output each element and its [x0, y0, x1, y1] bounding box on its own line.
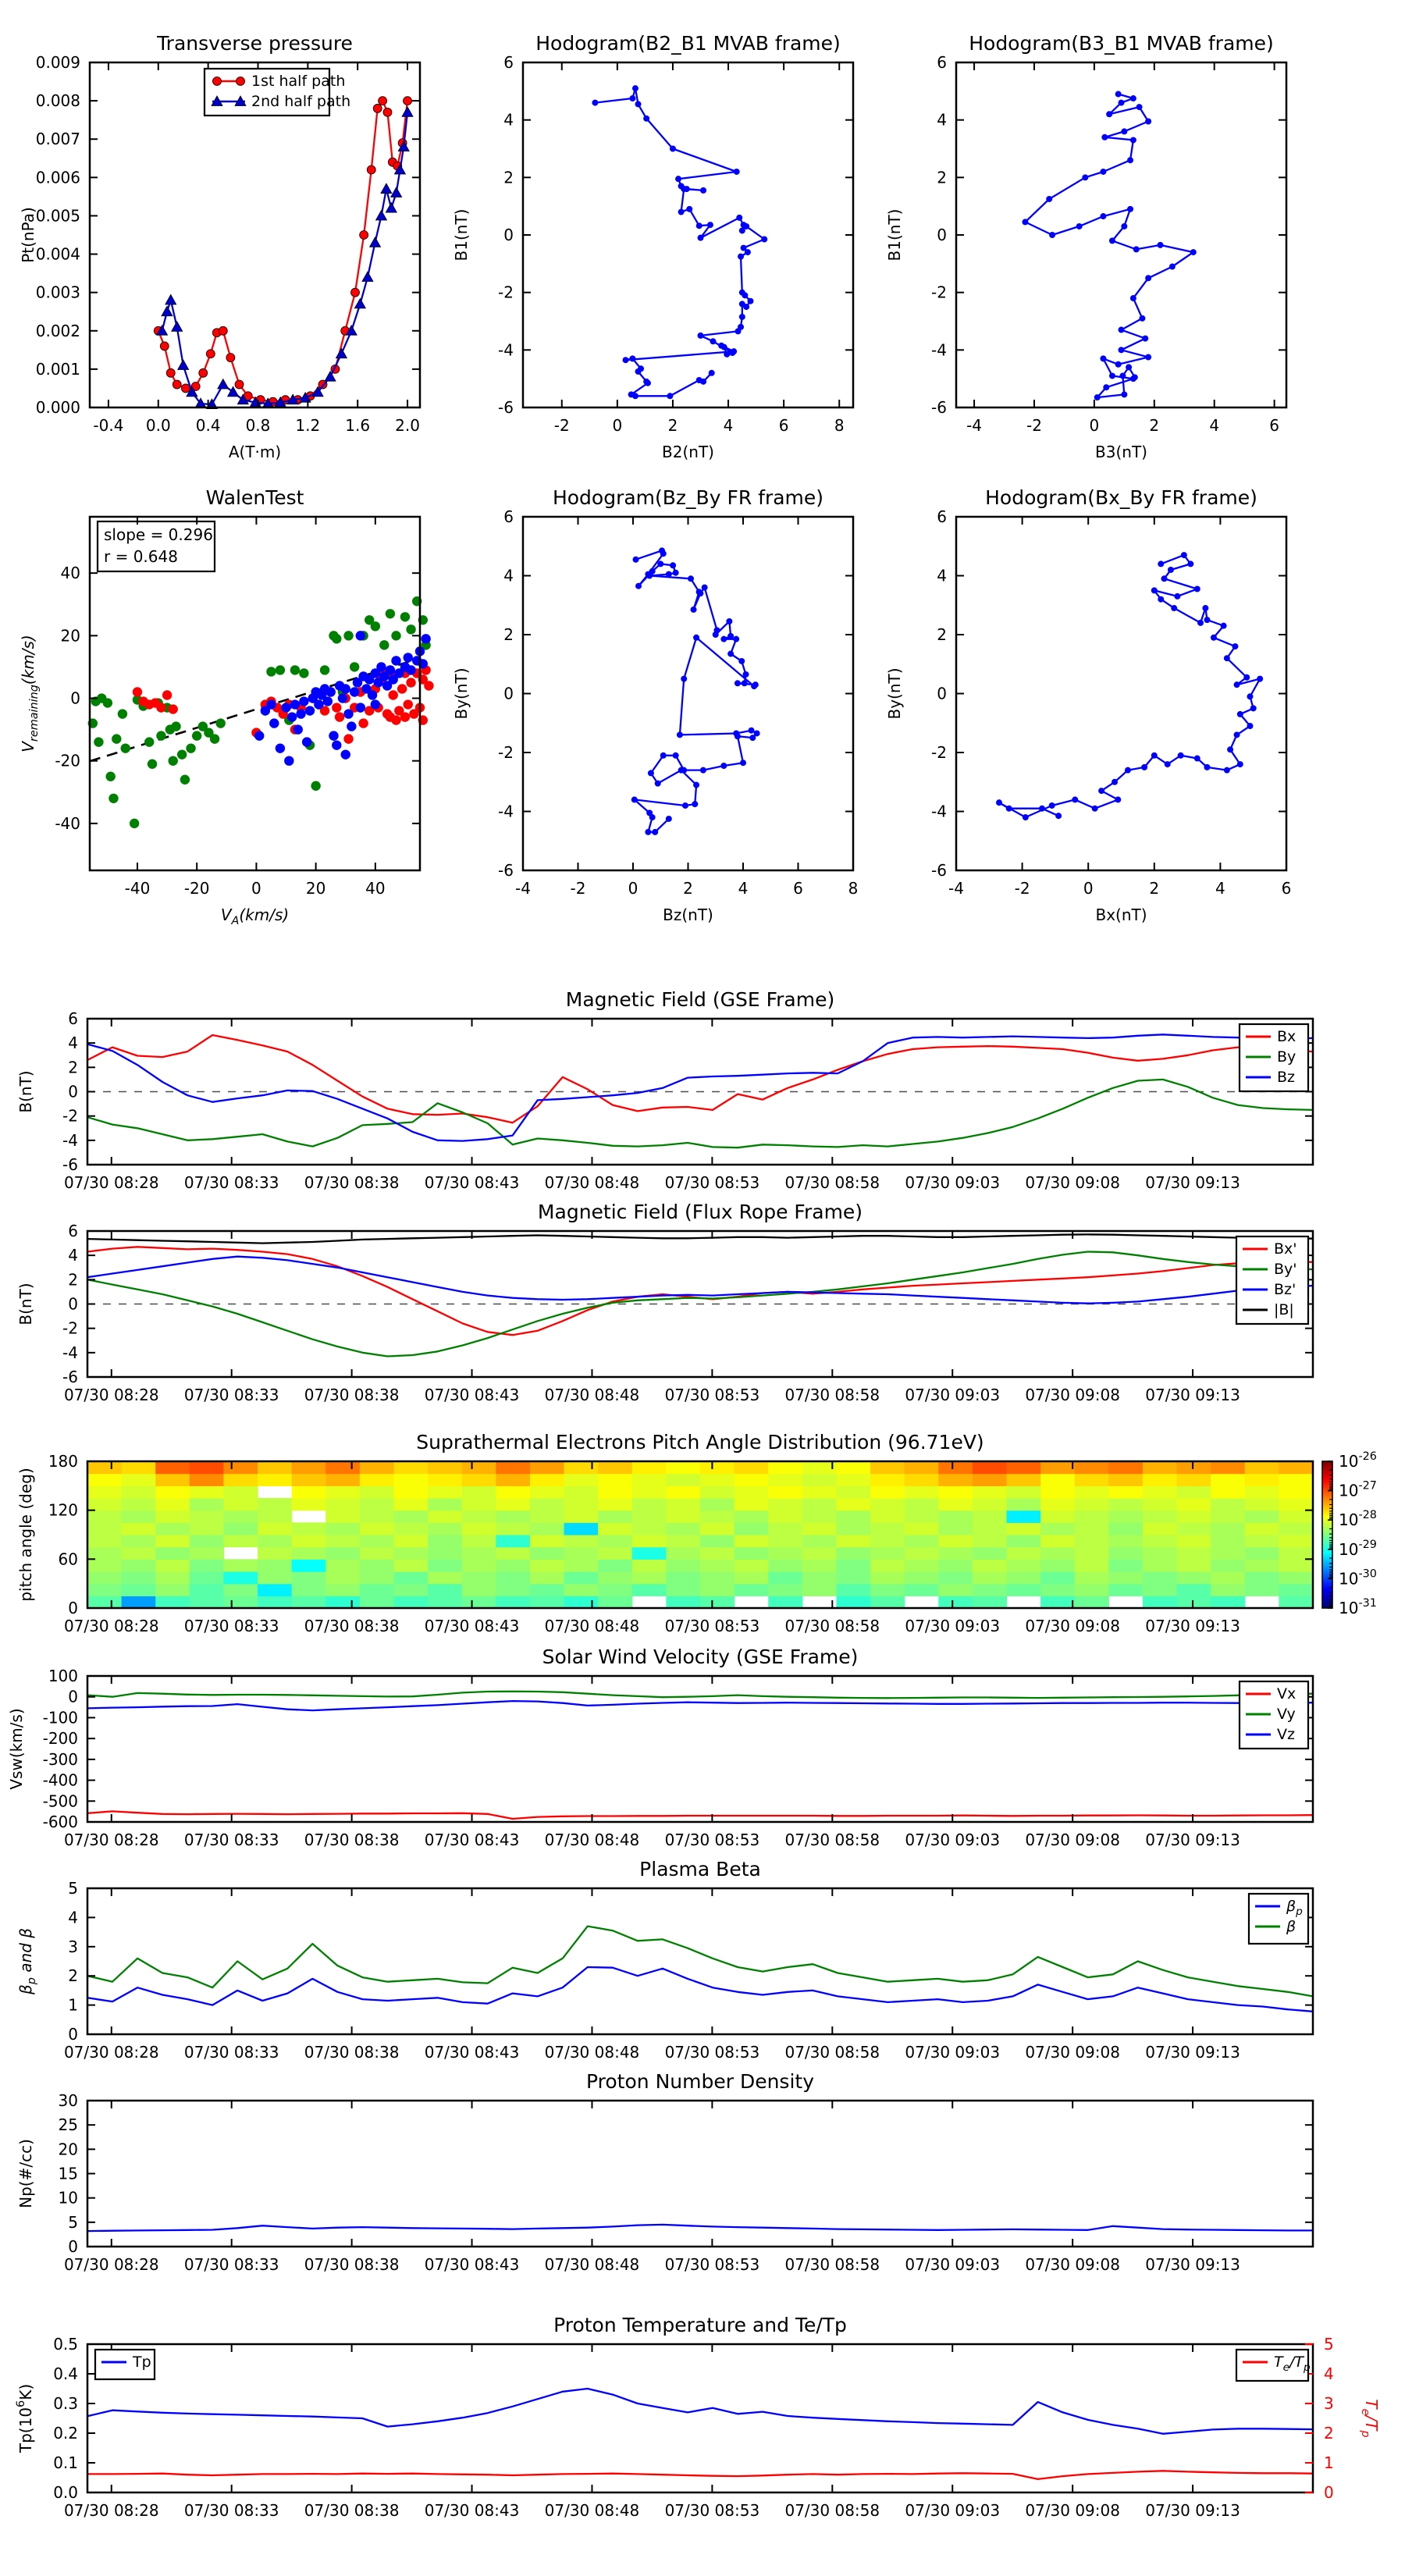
- svg-text:-200: -200: [42, 1729, 78, 1749]
- svg-text:07/30 09:08: 07/30 09:08: [1025, 2255, 1120, 2274]
- svg-text:20: 20: [58, 2140, 78, 2159]
- svg-text:4: 4: [1209, 416, 1220, 435]
- svg-text:0: 0: [251, 879, 261, 898]
- svg-text:B3(nT): B3(nT): [1095, 443, 1147, 461]
- svg-text:Tp: Tp: [133, 2354, 151, 2371]
- svg-text:30: 30: [58, 2091, 78, 2110]
- svg-text:07/30 09:13: 07/30 09:13: [1145, 2043, 1240, 2062]
- svg-text:Vy: Vy: [1277, 1706, 1296, 1723]
- svg-text:07/30 08:58: 07/30 08:58: [784, 1831, 880, 1849]
- svg-text:0.009: 0.009: [35, 53, 80, 72]
- svg-text:4: 4: [723, 416, 734, 435]
- legend: [1249, 1894, 1308, 1944]
- svg-text:Bx': Bx': [1274, 1240, 1297, 1258]
- svg-text:180: 180: [48, 1452, 78, 1471]
- svg-text:6: 6: [1269, 416, 1279, 435]
- svg-text:07/30 09:03: 07/30 09:03: [905, 1173, 1001, 1192]
- svg-text:0: 0: [70, 688, 80, 708]
- svg-text:βp​: $\beta_p$: [1286, 1898, 1303, 1918]
- svg-text:2nd half path: 2nd half path: [251, 93, 351, 110]
- svg-text:07/30 08:28: 07/30 08:28: [63, 1617, 159, 1635]
- svg-text:5: 5: [1324, 2335, 1334, 2354]
- svg-text:-6: -6: [498, 861, 514, 880]
- svg-text:8: 8: [834, 416, 845, 435]
- svg-text:07/30 09:13: 07/30 09:13: [1145, 2255, 1240, 2274]
- svg-text:1st half path: 1st half path: [251, 73, 346, 90]
- svg-text:6: 6: [503, 507, 514, 526]
- svg-text:4: 4: [503, 110, 514, 130]
- svg-text:07/30 08:53: 07/30 08:53: [664, 2255, 760, 2274]
- svg-text:07/30 08:58: 07/30 08:58: [784, 2501, 880, 2520]
- svg-text:6: 6: [778, 416, 789, 435]
- svg-text:07/30 08:28: 07/30 08:28: [63, 2255, 159, 2274]
- legend: [205, 69, 350, 116]
- svg-text:-4: -4: [62, 1130, 78, 1150]
- svg-text:07/30 08:28: 07/30 08:28: [63, 1386, 159, 1404]
- svg-text:5: 5: [68, 2212, 78, 2232]
- panel-title-transverse-pressure: Transverse pressure: [157, 32, 353, 55]
- svg-text:4: 4: [1324, 2364, 1334, 2383]
- svg-text:100: 100: [48, 1667, 78, 1685]
- svg-text:07/30 08:33: 07/30 08:33: [183, 2255, 279, 2274]
- svg-text:1.6: 1.6: [345, 416, 371, 435]
- svg-text:Vremaining​(km/s): $V_{remaining}(km/s)$: [19, 635, 41, 753]
- svg-text:0: 0: [68, 1082, 78, 1101]
- svg-text:-2: -2: [62, 1106, 78, 1126]
- svg-text:-6: -6: [931, 398, 947, 417]
- panel-title-hodogram-bxby: Hodogram(Bx_By FR frame): [985, 486, 1257, 509]
- svg-text:-2: -2: [498, 743, 514, 762]
- svg-text:Te​/Tp​: $T_e/T_p$: [1274, 2354, 1311, 2374]
- svg-text:B1(nT): B1(nT): [452, 208, 471, 262]
- svg-text:-20: -20: [183, 879, 210, 898]
- svg-text:-6: -6: [62, 1155, 78, 1174]
- svg-text:07/30 08:58: 07/30 08:58: [784, 1617, 880, 1635]
- svg-text:4: 4: [937, 566, 947, 585]
- svg-text:20: 20: [305, 879, 326, 898]
- svg-text:07/30 09:03: 07/30 09:03: [905, 1617, 1001, 1635]
- svg-text:β: β: [1286, 1918, 1297, 1935]
- svg-text:0: 0: [937, 684, 947, 703]
- svg-text:07/30 08:53: 07/30 08:53: [664, 1173, 760, 1192]
- panel-title-walen-test: WalenTest: [205, 486, 304, 509]
- svg-text:07/30 08:38: 07/30 08:38: [304, 2501, 400, 2520]
- svg-text:07/30 09:08: 07/30 09:08: [1025, 2501, 1120, 2520]
- mf-fr-panel: [16, 1222, 1313, 1404]
- svg-text:07/30 08:53: 07/30 08:53: [664, 2043, 760, 2062]
- svg-text:6: 6: [793, 879, 803, 898]
- svg-text:By': By': [1274, 1261, 1297, 1278]
- legend: [1240, 1024, 1308, 1091]
- svg-text:0.0: 0.0: [53, 2483, 78, 2502]
- svg-text:10-28​: $10^{-28}$: [1339, 1509, 1377, 1530]
- temperature-panel: [15, 2335, 1381, 2520]
- svg-text:6: 6: [937, 507, 947, 526]
- density-panel: [16, 2091, 1313, 2274]
- hod-b3b1-panel: [885, 53, 1286, 461]
- svg-text:2: 2: [937, 625, 947, 644]
- svg-text:A(T·m): A(T·m): [228, 443, 282, 461]
- svg-text:6: 6: [937, 53, 947, 72]
- svg-text:0.002: 0.002: [35, 321, 80, 340]
- svg-text:0: 0: [68, 1599, 78, 1617]
- svg-text:By(nT): By(nT): [452, 667, 471, 720]
- svg-text:0: 0: [937, 226, 947, 244]
- svg-text:10: 10: [58, 2188, 78, 2208]
- svg-text:4: 4: [68, 1246, 78, 1265]
- svg-text:Bx(nT): Bx(nT): [1095, 906, 1147, 924]
- svg-text:07/30 09:08: 07/30 09:08: [1025, 1173, 1120, 1192]
- svg-text:1.2: 1.2: [295, 416, 321, 435]
- svg-text:-20: -20: [55, 751, 80, 770]
- svg-text:B(nT): B(nT): [16, 1070, 35, 1113]
- svg-text:07/30 08:53: 07/30 08:53: [664, 1617, 760, 1635]
- mf-gse-panel: [16, 1009, 1313, 1192]
- svg-text:0.3: 0.3: [53, 2394, 78, 2413]
- svg-text:-2: -2: [931, 283, 947, 302]
- svg-text:B(nT): B(nT): [16, 1283, 35, 1325]
- svg-text:07/30 09:03: 07/30 09:03: [905, 1386, 1001, 1404]
- legend: [1236, 2350, 1311, 2381]
- svg-text:Tp(106​K): $Tp(10^6K)$: [15, 2383, 35, 2453]
- svg-text:0: 0: [612, 416, 623, 435]
- svg-text:2.0: 2.0: [395, 416, 420, 435]
- svg-text:07/30 08:28: 07/30 08:28: [63, 2501, 159, 2520]
- svg-text:07/30 09:08: 07/30 09:08: [1025, 1831, 1120, 1849]
- svg-text:07/30 08:43: 07/30 08:43: [424, 1831, 520, 1849]
- walen-panel: [19, 517, 434, 927]
- svg-text:Bx: Bx: [1277, 1028, 1297, 1045]
- svg-text:07/30 08:33: 07/30 08:33: [183, 2043, 279, 2062]
- svg-text:0.006: 0.006: [35, 168, 80, 187]
- svg-text:2: 2: [68, 1270, 78, 1290]
- svg-text:07/30 08:53: 07/30 08:53: [664, 1386, 760, 1404]
- svg-text:2: 2: [1149, 416, 1160, 435]
- svg-text:40: 40: [365, 879, 386, 898]
- svg-text:3: 3: [1324, 2394, 1334, 2413]
- hod-b2b1-panel: [452, 53, 853, 461]
- svg-text:6: 6: [1281, 879, 1292, 898]
- svg-text:0: 0: [503, 684, 514, 703]
- svg-text:0.4: 0.4: [53, 2364, 78, 2383]
- legend: [95, 2350, 155, 2379]
- panel-title-mf-fluxrope: Magnetic Field (Flux Rope Frame): [537, 1201, 863, 1223]
- svg-text:07/30 09:03: 07/30 09:03: [905, 2501, 1001, 2520]
- svg-text:r = 0.648: r = 0.648: [104, 547, 178, 566]
- svg-text:Bz: Bz: [1277, 1069, 1296, 1086]
- svg-text:20: 20: [60, 626, 80, 646]
- svg-text:Vz: Vz: [1277, 1726, 1295, 1743]
- svg-text:0: 0: [628, 879, 638, 898]
- svg-text:0.008: 0.008: [35, 91, 80, 111]
- svg-text:slope = 0.296: slope = 0.296: [104, 525, 213, 544]
- svg-text:0: 0: [1083, 879, 1094, 898]
- svg-text:-2: -2: [1014, 879, 1030, 898]
- svg-text:07/30 08:28: 07/30 08:28: [63, 1173, 159, 1192]
- svg-text:-100: -100: [42, 1708, 78, 1727]
- svg-text:-40: -40: [55, 813, 80, 833]
- svg-text:07/30 08:43: 07/30 08:43: [424, 1617, 520, 1635]
- svg-text:6: 6: [68, 1222, 78, 1240]
- svg-text:0.003: 0.003: [35, 283, 80, 302]
- svg-text:-6: -6: [498, 398, 514, 417]
- svg-text:60: 60: [58, 1550, 78, 1569]
- panel-title-hodogram-bzby: Hodogram(Bz_By FR frame): [552, 486, 824, 509]
- svg-text:-2: -2: [498, 283, 514, 302]
- svg-text:07/30 09:13: 07/30 09:13: [1145, 1831, 1240, 1849]
- svg-text:2: 2: [937, 168, 947, 187]
- svg-text:07/30 08:48: 07/30 08:48: [544, 1617, 640, 1635]
- svg-text:-4: -4: [62, 1343, 78, 1362]
- svg-text:-2: -2: [62, 1318, 78, 1338]
- svg-text:Vx: Vx: [1277, 1685, 1297, 1703]
- panel-title-velocity: Solar Wind Velocity (GSE Frame): [542, 1646, 859, 1668]
- svg-text:-6: -6: [931, 861, 947, 880]
- svg-text:15: 15: [58, 2164, 78, 2183]
- svg-text:0.2: 0.2: [53, 2424, 78, 2443]
- svg-text:07/30 08:58: 07/30 08:58: [784, 1173, 880, 1192]
- svg-text:-4: -4: [515, 879, 531, 898]
- svg-text:-0.4: -0.4: [93, 416, 124, 435]
- svg-text:Bz(nT): Bz(nT): [663, 906, 713, 924]
- svg-text:4: 4: [738, 879, 749, 898]
- svg-text:4: 4: [503, 566, 514, 585]
- svg-text:VA​(km/s): $V_A(km/s)$: [220, 906, 290, 927]
- svg-text:4: 4: [937, 110, 947, 130]
- svg-text:-4: -4: [931, 340, 947, 360]
- svg-text:6: 6: [503, 53, 514, 72]
- svg-text:07/30 08:53: 07/30 08:53: [664, 1831, 760, 1849]
- svg-text:0: 0: [68, 2237, 78, 2256]
- svg-text:07/30 08:43: 07/30 08:43: [424, 2043, 520, 2062]
- svg-text:10-31​: $10^{-31}$: [1339, 1597, 1377, 1617]
- hod-bxby-panel: [885, 507, 1291, 924]
- svg-text:-2: -2: [553, 416, 570, 435]
- svg-text:-4: -4: [966, 416, 983, 435]
- legend: [1240, 1681, 1308, 1749]
- beta-panel: [16, 1879, 1313, 2062]
- svg-text:-4: -4: [948, 879, 964, 898]
- svg-text:07/30 08:48: 07/30 08:48: [544, 2501, 640, 2520]
- svg-text:0: 0: [1324, 2483, 1334, 2502]
- velocity-panel: [7, 1667, 1313, 1849]
- svg-text:βp​ and β: $\beta_p$ and β: [16, 1927, 38, 1995]
- svg-text:10-27​: $10^{-27}$: [1339, 1479, 1377, 1500]
- panel-title-plasma-beta: Plasma Beta: [639, 1858, 761, 1880]
- svg-text:07/30 08:28: 07/30 08:28: [63, 2043, 159, 2062]
- legend: [1236, 1236, 1308, 1324]
- svg-text:Vsw(km/s): Vsw(km/s): [7, 1708, 26, 1790]
- svg-text:0.4: 0.4: [195, 416, 221, 435]
- svg-text:8: 8: [848, 879, 859, 898]
- svg-text:B1(nT): B1(nT): [885, 208, 904, 262]
- svg-text:07/30 08:33: 07/30 08:33: [183, 1173, 279, 1192]
- svg-text:10-29​: $10^{-29}$: [1339, 1538, 1377, 1559]
- svg-text:07/30 08:43: 07/30 08:43: [424, 2255, 520, 2274]
- svg-text:-2: -2: [1026, 416, 1042, 435]
- svg-text:-4: -4: [498, 340, 514, 360]
- svg-text:25: 25: [58, 2115, 78, 2135]
- svg-text:|B|: |B|: [1274, 1301, 1294, 1318]
- svg-text:40: 40: [60, 564, 80, 583]
- svg-text:120: 120: [48, 1500, 78, 1520]
- svg-text:2: 2: [503, 168, 514, 187]
- svg-text:2: 2: [667, 416, 678, 435]
- svg-text:0.001: 0.001: [35, 359, 80, 379]
- svg-text:Np(#/cc): Np(#/cc): [16, 2139, 35, 2208]
- svg-text:2: 2: [68, 1058, 78, 1077]
- hod-bzby-panel: [452, 507, 858, 924]
- svg-text:07/30 08:43: 07/30 08:43: [424, 1386, 520, 1404]
- svg-text:0.0: 0.0: [145, 416, 171, 435]
- svg-text:0: 0: [68, 2025, 78, 2044]
- svg-text:4: 4: [68, 1908, 78, 1927]
- svg-text:5: 5: [68, 1879, 78, 1898]
- svg-text:07/30 08:38: 07/30 08:38: [304, 1386, 400, 1404]
- svg-text:07/30 08:28: 07/30 08:28: [63, 1831, 159, 1849]
- svg-text:07/30 08:48: 07/30 08:48: [544, 1831, 640, 1849]
- svg-text:4: 4: [1215, 879, 1225, 898]
- svg-text:By: By: [1277, 1048, 1297, 1066]
- svg-text:07/30 09:13: 07/30 09:13: [1145, 1617, 1240, 1635]
- svg-text:0.000: 0.000: [35, 398, 80, 417]
- svg-text:07/30 08:48: 07/30 08:48: [544, 2255, 640, 2274]
- svg-text:07/30 08:38: 07/30 08:38: [304, 2043, 400, 2062]
- svg-text:-4: -4: [498, 802, 514, 821]
- svg-text:-6: -6: [62, 1368, 78, 1386]
- svg-text:2: 2: [503, 625, 514, 644]
- svg-text:07/30 08:58: 07/30 08:58: [784, 1386, 880, 1404]
- svg-text:07/30 08:33: 07/30 08:33: [183, 1831, 279, 1849]
- svg-text:07/30 08:33: 07/30 08:33: [183, 1386, 279, 1404]
- svg-text:Bz': Bz': [1274, 1281, 1297, 1298]
- svg-text:2: 2: [68, 1966, 78, 1986]
- panel-title-hodogram-b2b1: Hodogram(B2_B1 MVAB frame): [535, 32, 841, 55]
- svg-text:-600: -600: [42, 1813, 78, 1831]
- svg-text:07/30 08:48: 07/30 08:48: [544, 2043, 640, 2062]
- svg-text:10-30​: $10^{-30}$: [1339, 1567, 1377, 1589]
- svg-text:1: 1: [1324, 2453, 1334, 2472]
- svg-text:0: 0: [68, 1687, 78, 1706]
- svg-text:Pt(nPa): Pt(nPa): [19, 207, 37, 263]
- svg-text:2: 2: [1324, 2424, 1334, 2443]
- svg-text:pitch angle (deg): pitch angle (deg): [16, 1468, 35, 1602]
- svg-text:07/30 08:43: 07/30 08:43: [424, 1173, 520, 1192]
- svg-text:07/30 08:38: 07/30 08:38: [304, 1617, 400, 1635]
- svg-text:0.007: 0.007: [35, 130, 80, 149]
- svg-text:07/30 08:38: 07/30 08:38: [304, 1831, 400, 1849]
- svg-text:0.1: 0.1: [53, 2453, 78, 2472]
- svg-text:07/30 08:58: 07/30 08:58: [784, 2255, 880, 2274]
- svg-text:07/30 09:08: 07/30 09:08: [1025, 1617, 1120, 1635]
- svg-text:0.8: 0.8: [245, 416, 271, 435]
- svg-text:1: 1: [68, 1995, 78, 2015]
- svg-text:10-26​: $10^{-26}$: [1339, 1450, 1377, 1471]
- svg-text:07/30 09:13: 07/30 09:13: [1145, 2501, 1240, 2520]
- svg-text:07/30 09:08: 07/30 09:08: [1025, 1386, 1120, 1404]
- svg-text:-2: -2: [931, 743, 947, 762]
- svg-text:0.004: 0.004: [35, 244, 80, 264]
- panel-title-hodogram-b3b1: Hodogram(B3_B1 MVAB frame): [969, 32, 1274, 55]
- svg-text:-400: -400: [42, 1770, 78, 1790]
- svg-text:07/30 09:03: 07/30 09:03: [905, 2043, 1001, 2062]
- svg-text:07/30 09:03: 07/30 09:03: [905, 1831, 1001, 1849]
- svg-text:-500: -500: [42, 1791, 78, 1811]
- svg-text:-2: -2: [570, 879, 586, 898]
- svg-text:3: 3: [68, 1937, 78, 1956]
- panel-title-spectrogram: Suprathermal Electrons Pitch Angle Distribution (96.71eV): [416, 1431, 984, 1453]
- svg-text:-40: -40: [124, 879, 151, 898]
- svg-text:6: 6: [68, 1009, 78, 1028]
- svg-text:Te​/Tp​: $T_e/T_p$: [1359, 2399, 1381, 2438]
- svg-text:0.005: 0.005: [35, 206, 80, 226]
- spectrogram-panel: [16, 1450, 1377, 1635]
- svg-text:4: 4: [68, 1034, 78, 1053]
- svg-text:07/30 08:33: 07/30 08:33: [183, 1617, 279, 1635]
- svg-text:07/30 08:43: 07/30 08:43: [424, 2501, 520, 2520]
- svg-text:07/30 08:38: 07/30 08:38: [304, 1173, 400, 1192]
- svg-text:B2(nT): B2(nT): [662, 443, 714, 461]
- svg-text:07/30 08:58: 07/30 08:58: [784, 2043, 880, 2062]
- svg-text:By(nT): By(nT): [885, 667, 904, 720]
- svg-text:-300: -300: [42, 1749, 78, 1769]
- panel-title-density: Proton Number Density: [586, 2070, 814, 2093]
- svg-text:07/30 08:33: 07/30 08:33: [183, 2501, 279, 2520]
- svg-text:0.5: 0.5: [53, 2335, 78, 2354]
- panel-title-mf-gse: Magnetic Field (GSE Frame): [565, 988, 835, 1011]
- svg-text:07/30 08:48: 07/30 08:48: [544, 1173, 640, 1192]
- panel-title-temperature: Proton Temperature and Te/Tp: [553, 2314, 847, 2336]
- svg-text:07/30 08:38: 07/30 08:38: [304, 2255, 400, 2274]
- svg-text:2: 2: [683, 879, 693, 898]
- svg-text:2: 2: [1149, 879, 1160, 898]
- svg-text:0: 0: [503, 226, 514, 244]
- svg-text:-4: -4: [931, 802, 947, 821]
- svg-text:07/30 09:13: 07/30 09:13: [1145, 1173, 1240, 1192]
- svg-text:07/30 09:13: 07/30 09:13: [1145, 1386, 1240, 1404]
- svg-text:0: 0: [68, 1294, 78, 1314]
- svg-text:07/30 09:08: 07/30 09:08: [1025, 2043, 1120, 2062]
- svg-text:07/30 08:53: 07/30 08:53: [664, 2501, 760, 2520]
- svg-text:07/30 08:48: 07/30 08:48: [544, 1386, 640, 1404]
- svg-text:07/30 09:03: 07/30 09:03: [905, 2255, 1001, 2274]
- svg-text:0: 0: [1089, 416, 1100, 435]
